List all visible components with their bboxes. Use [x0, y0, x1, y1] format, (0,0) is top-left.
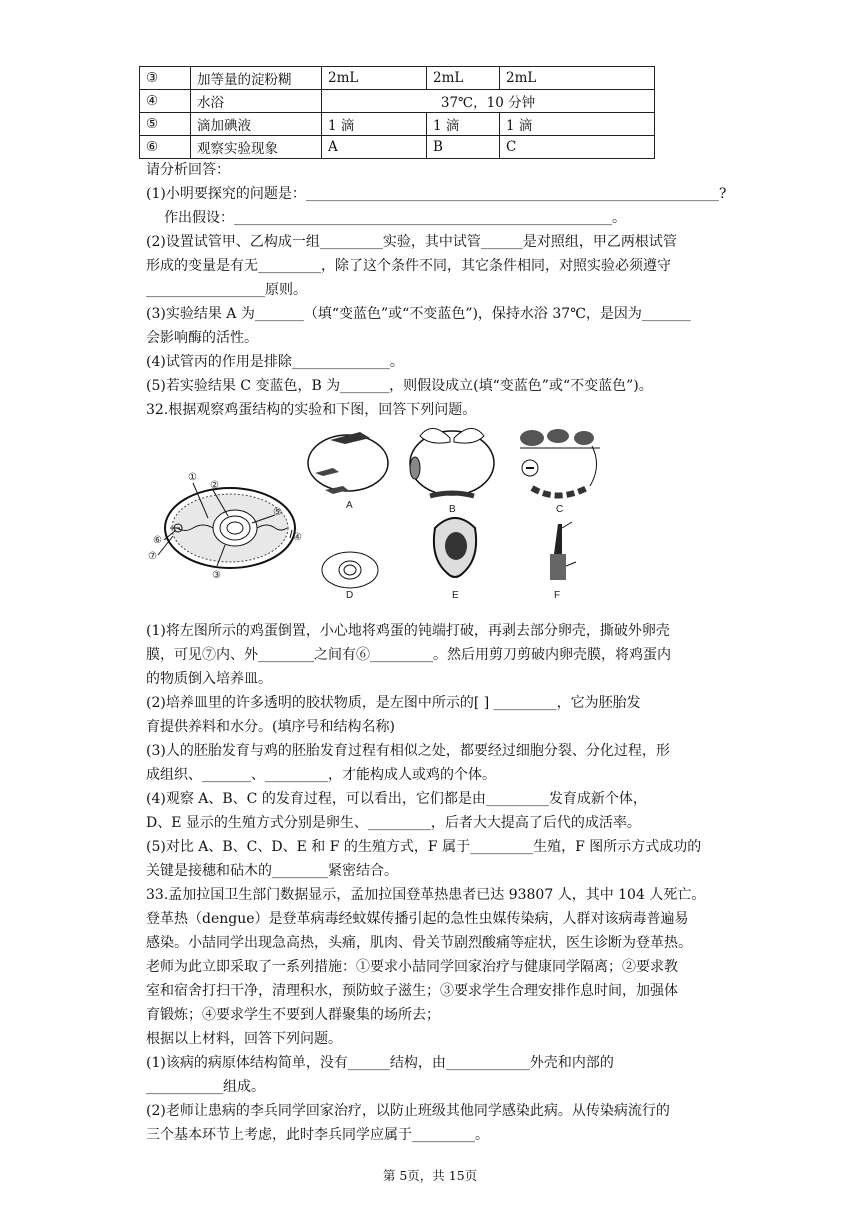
cell-a: 1 滴: [322, 113, 427, 136]
egg-diagram: [148, 472, 302, 581]
q32-line: 成组织、_______、_________，才能构成人或鸡的个体。: [146, 767, 496, 783]
label-f: F: [554, 590, 561, 598]
step-number: ④: [140, 90, 191, 113]
step-number: ⑥: [140, 136, 191, 159]
q33-line: 33.孟加拉国卫生部门数据显示，孟加拉国登革热患者已达 93807 人，其中 104 人死亡。: [146, 887, 706, 903]
label-d: D: [346, 590, 354, 598]
step-number: ③: [140, 67, 191, 90]
q33-line: ___________组成。: [146, 1079, 265, 1095]
q31-line: (4)试管丙的作用是排除______________。: [146, 354, 404, 370]
egg-label-4: ④: [293, 532, 302, 543]
q33-line: 老师为此立即采取了一系列措施：①要求小喆同学回家治疗与健康同学隔离；②要求教: [146, 959, 678, 975]
q33-line: 感染。小喆同学出现急高热，头痛，肌肉、骨关节剧烈酸痛等症状，医生诊断为登革热。: [146, 935, 692, 951]
step-name: 观察实验现象: [191, 136, 322, 159]
q31-line: 作出假设：______________________________________________________。: [164, 210, 626, 226]
q33-line: 登革热（dengue）是登革病毒经蚊媒传播引起的急性虫媒传染病，人群对该病毒普遍易: [146, 911, 689, 927]
q31-line: _________________原则。: [146, 282, 307, 298]
merged-cell: 37℃，10 分钟: [322, 90, 655, 113]
cell-a: 2mL: [322, 67, 427, 90]
q32-line: (5)对比 A、B、C、D、E 和 F 的生殖方式，F 属于_________生殖，F 图所示方式成功的: [146, 839, 702, 855]
q33-line: 根据以上材料，回答下列问题。: [146, 1031, 342, 1047]
egg-label-3: ③: [212, 570, 221, 581]
label-c: C: [556, 504, 564, 515]
q32-line: (3)人的胚胎发育与鸡的胚胎发育过程有相似之处，都要经过细胞分裂、分化过程，形: [146, 743, 670, 759]
figure-panel: [140, 418, 600, 598]
q32-line: (4)观察 A、B、C 的发育过程，可以看出，它们都是由_________发育成新个体，: [146, 791, 647, 807]
cell-c: 2mL: [500, 67, 655, 90]
label-e: E: [452, 590, 459, 598]
q33-line: 育锻炼；④要求学生不要到人群聚集的场所去；: [146, 1007, 440, 1023]
egg-label-6: ⑥: [153, 535, 162, 546]
step-number: ⑤: [140, 113, 191, 136]
figure-f: [550, 522, 576, 598]
cell-b: B: [427, 136, 500, 159]
q33-line: 室和宿舍打扫干净，清理积水，预防蚊子滋生；③要求学生合理安排作息时间，加强体: [146, 983, 678, 999]
q32-line: 的物质倒入培养皿。: [146, 671, 272, 687]
figure-e: [434, 518, 476, 598]
table-row: [140, 113, 655, 136]
q33-line: (2)老师让患病的李兵同学回家治疗，以防止班级其他同学感染此病。从传染病流行的: [146, 1103, 670, 1119]
egg-label-5: ⑤: [273, 507, 282, 518]
figure-d: [322, 552, 378, 598]
q31-line: 会影响酶的活性。: [146, 330, 258, 346]
q32-line: (1)将左图所示的鸡蛋倒置，小心地将鸡蛋的钝端打破，再剥去部分卵壳，撕破外卵壳: [146, 623, 670, 639]
table-row: [140, 136, 655, 159]
q32-line: 关键是接穗和砧木的________紧密结合。: [146, 863, 398, 879]
q32-line: 育提供养料和水分。(填序号和结构名称): [146, 719, 395, 735]
q32-title: 32.根据观察鸡蛋结构的实验和下图，回答下列问题。: [146, 402, 477, 418]
q32-line: (2)培养皿里的许多透明的胶状物质，是左图中所示的[ ] _________，它为胚胎发: [146, 695, 641, 711]
step-name: 加等量的淀粉糊: [191, 67, 322, 90]
page-footer: 第 5页，共 15页: [382, 1168, 478, 1183]
q33-line: 三个基本环节上考虑，此时李兵同学应属于_________。: [146, 1127, 489, 1143]
q32-line: 膜，可见⑦内、外________之间有⑥_________。然后用剪刀剪破内卵壳膜，将鸡蛋内: [146, 647, 671, 663]
q33-line: (1)该病的病原体结构简单，没有______结构，由____________外壳和内部的: [146, 1055, 614, 1071]
cell-c: C: [500, 136, 655, 159]
q31-line: 形成的变量是有无_________，除了这个条件不同，其它条件相同，对照实验必须遵守: [146, 258, 671, 274]
egg-label-2: ②: [210, 480, 219, 491]
q31-line: (2)设置试管甲、乙构成一组_________实验，其中试管______是对照组，甲乙两根试管: [146, 234, 677, 250]
step-name: 滴加碘液: [191, 113, 322, 136]
label-a: A: [346, 500, 353, 511]
q31-line: (5)若实验结果 C 变蓝色，B 为_______，则假设成立(填“变蓝色”或“不变蓝色”)。: [146, 378, 653, 394]
egg-label-1: ①: [188, 472, 197, 483]
label-b: B: [449, 504, 456, 515]
figure-c: [520, 429, 600, 515]
figure-a: [308, 432, 388, 511]
cell-c: 1 滴: [500, 113, 655, 136]
q31-line: (1)小明要探究的问题是：___________________________________________________________?: [146, 186, 727, 202]
q31-intro: 请分析回答：: [146, 162, 230, 178]
q31-line: (3)实验结果 A 为_______（填“变蓝色”或“不变蓝色”)，保持水浴 37℃，是因为_______: [146, 306, 691, 322]
figure-b: [410, 428, 494, 515]
step-name: 水浴: [191, 90, 322, 113]
experiment-table: [139, 66, 655, 159]
cell-b: 2mL: [427, 67, 500, 90]
cell-a: A: [322, 136, 427, 159]
table-row: [140, 67, 655, 90]
q32-line: D、E 显示的生殖方式分别是卵生、_________，后者大大提高了后代的成活率。: [146, 815, 641, 831]
table-row: [140, 90, 655, 113]
egg-label-7: ⑦: [148, 551, 157, 562]
cell-b: 1 滴: [427, 113, 500, 136]
